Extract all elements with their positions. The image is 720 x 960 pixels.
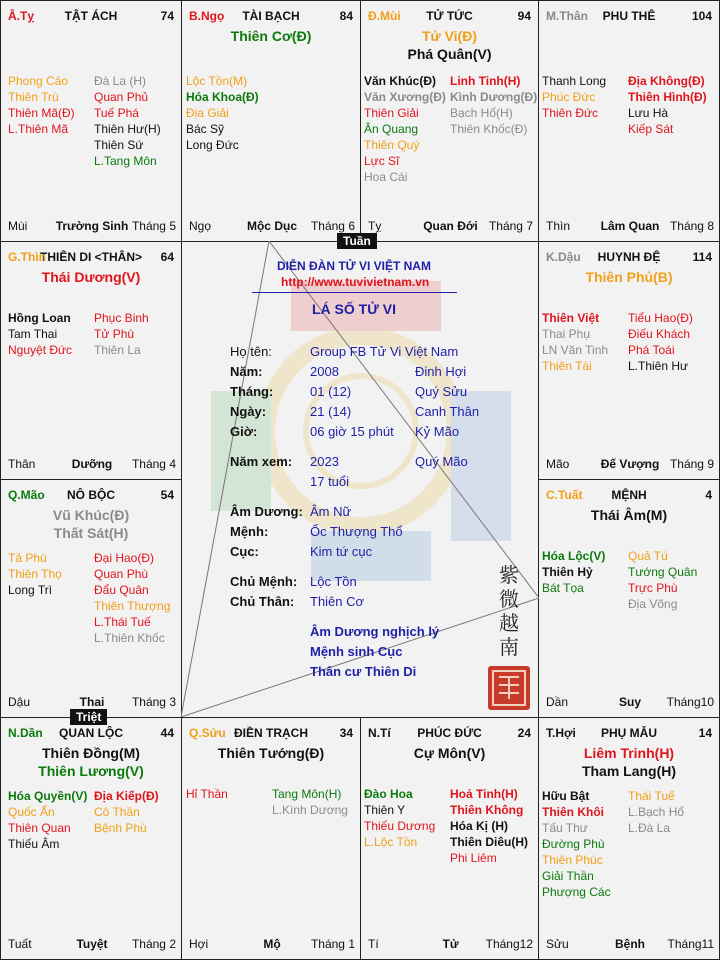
day-label: Ngày: xyxy=(230,404,267,419)
minor-star: Quả Tú xyxy=(628,549,668,563)
minor-stars-right xyxy=(628,788,684,836)
note-than-cu: Thân cư Thiên Di xyxy=(310,664,417,679)
palace-number: 64 xyxy=(160,250,174,264)
minor-star: Thiên Quan xyxy=(8,821,71,835)
minor-star: L.Thiên Hư xyxy=(628,359,689,373)
palace-name: PHU THÊ xyxy=(602,9,656,23)
minor-star: Thiên La xyxy=(94,343,141,357)
palace-footer xyxy=(189,937,355,953)
palace-footer xyxy=(546,695,714,711)
main-star: Vũ Khúc(Đ) xyxy=(52,507,130,523)
main-star: Thất Sát(H) xyxy=(53,525,129,541)
minor-stars-left xyxy=(542,788,611,900)
minor-stars-right xyxy=(450,786,528,866)
center-info-panel xyxy=(181,241,539,717)
palace-number: 94 xyxy=(517,9,531,23)
minor-stars-right xyxy=(94,550,170,646)
minor-stars-left xyxy=(8,73,75,137)
footer-phase: Đế Vượng xyxy=(600,457,660,471)
footer-month: Tháng 5 xyxy=(131,219,176,233)
minor-star: Long Trì xyxy=(8,583,53,597)
palace-name: TỬ TỨC xyxy=(426,9,473,23)
view-year-label: Năm xem: xyxy=(230,454,293,469)
minor-star: Văn Khúc(Đ) xyxy=(364,74,436,88)
main-star: Thái Âm(M) xyxy=(590,507,668,523)
cuc-label: Cục: xyxy=(230,544,259,559)
main-star: Thiên Đồng(M) xyxy=(42,745,140,761)
main-stars xyxy=(541,268,717,286)
minor-star: L.Thái Tuế xyxy=(94,615,151,629)
main-star: Thiên Cơ(Đ) xyxy=(230,28,312,44)
footer-branch: Thìn xyxy=(546,219,571,233)
palace-header xyxy=(189,9,353,25)
minor-star: Phong Cáo xyxy=(8,74,69,88)
minor-stars-left xyxy=(186,73,259,153)
am-duong-label: Âm Dương: xyxy=(230,504,303,519)
am-duong-value: Âm Nữ xyxy=(310,504,352,519)
palace-branch: Q.Sửu xyxy=(189,726,226,740)
minor-star: Thiên Thọ xyxy=(8,567,62,581)
year-can-chi: Đinh Hợi xyxy=(415,364,467,379)
minor-star: Phi Liêm xyxy=(450,851,497,865)
minor-star: L.Đà La xyxy=(628,821,671,835)
minor-star: Hóa Khoa(Đ) xyxy=(186,90,259,104)
minor-star: Đào Hoa xyxy=(364,787,413,801)
palace-branch: B.Ngọ xyxy=(189,9,225,23)
footer-month: Tháng 2 xyxy=(131,937,176,951)
minor-stars-right xyxy=(628,310,693,374)
minor-star: Phục Binh xyxy=(94,311,149,325)
palace-footer xyxy=(368,219,533,235)
minor-star: Thiên Giải xyxy=(364,106,419,120)
minor-stars-left xyxy=(542,310,608,374)
minor-star: Hoa Cái xyxy=(364,170,408,184)
minor-star: Linh Tinh(H) xyxy=(450,74,521,88)
minor-star: Thiên Phúc xyxy=(542,853,603,867)
minor-stars-right xyxy=(94,73,161,169)
footer-branch: Sửu xyxy=(546,937,569,951)
palace-number: 24 xyxy=(517,726,531,740)
hour-can-chi: Kỷ Mão xyxy=(415,424,460,439)
minor-star: Thiên Trù xyxy=(8,90,59,104)
minor-stars-left xyxy=(8,788,87,852)
footer-month: Tháng 1 xyxy=(310,937,355,951)
main-stars xyxy=(3,744,179,780)
footer-branch: Mão xyxy=(546,457,570,471)
palace-quan-loc xyxy=(0,717,182,960)
minor-star: Thiên Khôi xyxy=(542,805,604,819)
day-value: 21 (14) xyxy=(310,404,352,419)
main-star: Cự Môn(V) xyxy=(413,745,486,761)
footer-branch: Mùi xyxy=(8,219,28,233)
main-stars xyxy=(3,268,179,286)
minor-star: Thiếu Dương xyxy=(364,819,436,833)
minor-star: Địa Giải xyxy=(186,106,229,120)
footer-phase: Dưỡng xyxy=(71,457,113,471)
footer-branch: Dần xyxy=(546,695,569,709)
day-can-chi: Canh Thân xyxy=(415,404,480,419)
palace-phuc-duc xyxy=(360,717,539,960)
name-label: Họ tên: xyxy=(230,344,272,359)
cuc-value: Kim tứ cục xyxy=(310,544,373,559)
palace-footer xyxy=(8,219,176,235)
hour-value: 06 giờ 15 phút xyxy=(310,424,394,439)
minor-star: Địa Võng xyxy=(628,597,678,611)
minor-star: Thiên Không xyxy=(450,803,524,817)
minor-star: Kình Dương(Đ) xyxy=(450,90,538,104)
triet-marker: Triệt xyxy=(70,709,107,725)
minor-star: Phúc Đức xyxy=(542,90,596,104)
minor-star: Tuế Phá xyxy=(94,106,139,120)
minor-star: Quan Phủ xyxy=(94,90,149,104)
footer-branch: Tỵ xyxy=(368,219,382,233)
minor-stars-left xyxy=(542,73,606,121)
chu-than-value: Thiên Cơ xyxy=(310,594,365,609)
minor-star: L.Thiên Khốc xyxy=(94,631,165,645)
minor-star: Thiên Sứ xyxy=(94,138,144,152)
main-stars xyxy=(3,506,179,542)
minor-star: Thiên Mã(Đ) xyxy=(8,106,75,120)
palace-footer xyxy=(8,457,176,473)
minor-star: Văn Xương(Đ) xyxy=(364,90,446,104)
main-stars xyxy=(363,744,536,762)
minor-star: Ân Quang xyxy=(364,122,419,136)
minor-star: L.Thiên Mã xyxy=(8,122,69,136)
minor-star: Thiên Thượng xyxy=(94,599,171,613)
footer-phase: Trường Sinh xyxy=(55,219,129,233)
hour-label: Giờ: xyxy=(230,424,258,439)
palace-number: 114 xyxy=(692,250,712,264)
palace-footer xyxy=(546,937,714,953)
palace-header xyxy=(546,726,712,742)
palace-branch: G.Thìn xyxy=(8,250,46,264)
palace-name: PHÚC ĐỨC xyxy=(417,726,482,740)
note-am-duong: Âm Dương nghịch lý xyxy=(310,624,440,639)
minor-star: Phượng Các xyxy=(542,885,611,899)
minor-star: Phá Toái xyxy=(628,343,675,357)
minor-stars-right xyxy=(94,310,149,358)
forum-url[interactable]: http://www.tuvivietnam.vn xyxy=(281,275,430,289)
minor-stars-right xyxy=(272,786,348,818)
minor-stars-left xyxy=(186,786,228,802)
month-can-chi: Quý Sửu xyxy=(415,384,468,399)
calligraphy-text: 紫 微 越 南 xyxy=(499,563,519,659)
main-star: Thái Dương(V) xyxy=(41,269,141,285)
minor-star: Hóa Quyền(V) xyxy=(8,789,88,803)
year-value: 2008 xyxy=(310,364,339,379)
minor-stars-left xyxy=(364,73,446,185)
palace-number: 74 xyxy=(160,9,174,23)
main-star: Tử Vi(Đ) xyxy=(422,28,477,44)
minor-star: Quan Phù xyxy=(94,567,149,581)
palace-huynh-de xyxy=(538,241,720,480)
footer-branch: Hợi xyxy=(189,937,209,951)
footer-month: Tháng 7 xyxy=(488,219,533,233)
minor-star: Bệnh Phù xyxy=(94,821,147,835)
forum-name: DIỄN ĐÀN TỬ VI VIỆT NAM xyxy=(277,259,431,273)
minor-star: L.Lộc Tồn xyxy=(364,835,418,849)
palace-footer xyxy=(189,219,355,235)
palace-header xyxy=(8,9,174,25)
footer-month: Tháng 3 xyxy=(131,695,176,709)
minor-star: Thiên Đức xyxy=(542,106,599,120)
minor-star: Lộc Tồn(M) xyxy=(186,74,248,88)
chu-menh-label: Chủ Mệnh: xyxy=(230,574,298,589)
palace-tu-tuc xyxy=(360,0,539,242)
palace-tat-ach xyxy=(0,0,182,242)
minor-star: Trực Phù xyxy=(628,581,678,595)
footer-phase: Tử xyxy=(442,937,459,951)
minor-stars-left xyxy=(364,786,435,850)
palace-name: ĐIỀN TRẠCH xyxy=(234,726,308,740)
footer-phase: Tuyệt xyxy=(76,937,108,951)
palace-name: THIÊN DI <THÂN> xyxy=(39,250,142,264)
palace-header xyxy=(8,726,174,742)
main-star: Liêm Trinh(H) xyxy=(583,745,675,761)
minor-star: Bạch Hổ(H) xyxy=(450,106,513,120)
palace-tai-bach xyxy=(181,0,361,242)
minor-stars-right xyxy=(450,73,537,137)
month-label: Tháng: xyxy=(230,384,274,399)
footer-phase: Mộc Dục xyxy=(246,219,297,233)
minor-star: Thiên Việt xyxy=(542,311,600,325)
view-year-can-chi: Quý Mão xyxy=(415,454,468,469)
footer-month: Tháng 6 xyxy=(310,219,355,233)
main-star: Thiên Phủ(B) xyxy=(585,269,673,285)
main-star: Thiên Tướng(Đ) xyxy=(217,745,325,761)
minor-star: Thiên Quý xyxy=(364,138,420,152)
footer-phase: Thai xyxy=(79,695,105,709)
minor-star: Đại Hao(Đ) xyxy=(94,551,155,565)
footer-month: Tháng12 xyxy=(485,937,533,951)
footer-phase: Suy xyxy=(618,695,641,709)
minor-star: Thiếu Âm xyxy=(8,837,60,851)
palace-number: 104 xyxy=(691,9,712,23)
chu-menh-value: Lộc Tồn xyxy=(310,574,357,589)
footer-branch: Tí xyxy=(368,937,379,951)
palace-number: 14 xyxy=(698,726,712,740)
minor-star: Tam Thai xyxy=(8,327,58,341)
palace-footer xyxy=(546,457,714,473)
footer-phase: Mộ xyxy=(263,937,281,951)
palace-header xyxy=(8,250,174,266)
minor-star: Thiên Y xyxy=(364,803,406,817)
minor-star: Long Đức xyxy=(186,138,239,152)
minor-stars-left xyxy=(8,550,62,598)
month-value: 01 (12) xyxy=(310,384,352,399)
footer-branch: Dậu xyxy=(8,695,31,709)
minor-star: Tử Phù xyxy=(94,327,135,341)
palace-header xyxy=(546,9,712,25)
main-stars xyxy=(184,27,358,45)
main-star: Phá Quân(V) xyxy=(407,46,492,62)
palace-branch: M.Thân xyxy=(546,9,588,23)
minor-star: Thiên Tài xyxy=(542,359,592,373)
minor-star: Giải Thần xyxy=(542,869,594,883)
footer-branch: Tuất xyxy=(8,937,32,951)
title-divider xyxy=(252,292,457,293)
minor-star: Hoả Tinh(H) xyxy=(450,787,518,801)
minor-star: Thái Tuế xyxy=(628,789,675,803)
chu-than-label: Chủ Thân: xyxy=(230,594,295,609)
palace-number: 84 xyxy=(339,9,353,23)
minor-star: Thiên Hư(H) xyxy=(94,122,161,136)
minor-star: Hồng Loan xyxy=(8,311,71,325)
palace-no-boc xyxy=(0,479,182,718)
palace-thien-di xyxy=(0,241,182,480)
minor-stars-right xyxy=(94,788,159,836)
minor-star: Đà La (H) xyxy=(94,74,147,88)
minor-star: Quốc Ấn xyxy=(8,805,55,819)
tuan-marker: Tuần xyxy=(337,233,377,249)
palace-name: PHỤ MẪU xyxy=(601,726,657,740)
minor-star: LN Văn Tinh xyxy=(542,343,609,357)
palace-number: 4 xyxy=(705,488,712,502)
note-menh-cuc: Mệnh sinh Cục xyxy=(310,644,403,659)
name-value: Group FB Tử Vi Việt Nam xyxy=(310,344,459,359)
palace-name: TÀI BẠCH xyxy=(242,9,300,23)
palace-branch: Â.Tỵ xyxy=(8,9,35,23)
view-year-value: 2023 xyxy=(310,454,339,469)
palace-header xyxy=(189,726,353,742)
minor-star: Tiểu Hao(Đ) xyxy=(628,311,693,325)
palace-number: 44 xyxy=(160,726,174,740)
palace-name: MỆNH xyxy=(611,488,647,502)
minor-star: Đẩu Quân xyxy=(94,583,149,597)
minor-star: Địa Kiếp(Đ) xyxy=(94,789,159,803)
minor-star: Tướng Quân xyxy=(628,565,698,579)
palace-name: QUAN LỘC xyxy=(59,726,123,740)
palace-branch: N.Tí xyxy=(368,726,391,740)
main-star: Thiên Lương(V) xyxy=(38,763,144,779)
minor-star: Bác Sỹ xyxy=(186,122,225,136)
red-seal-stamp xyxy=(487,665,531,711)
minor-star: Thanh Long xyxy=(542,74,607,88)
footer-phase: Quan Đới xyxy=(423,219,478,233)
palace-header xyxy=(368,9,531,25)
footer-month: Tháng 8 xyxy=(669,219,714,233)
minor-star: Hữu Bật xyxy=(542,789,590,803)
palace-footer xyxy=(8,937,176,953)
palace-name: TẬT ÁCH xyxy=(64,9,118,23)
main-stars xyxy=(541,506,717,524)
minor-star: Thiên Diêu(H) xyxy=(450,835,528,849)
palace-header xyxy=(368,726,531,742)
palace-branch: Q.Mão xyxy=(8,488,45,502)
minor-star: L.Tang Môn xyxy=(94,154,157,168)
minor-star: Lực Sĩ xyxy=(364,154,400,168)
age-value: 17 tuổi xyxy=(310,474,350,489)
palace-branch: C.Tuất xyxy=(546,488,583,502)
footer-branch: Thân xyxy=(8,457,36,471)
minor-star: Đường Phù xyxy=(542,837,605,851)
palace-phu-the xyxy=(538,0,720,242)
year-label: Năm: xyxy=(230,364,263,379)
chart-title: LÁ SỐ TỬ VI xyxy=(312,301,396,317)
palace-number: 54 xyxy=(160,488,174,502)
main-star: Tham Lang(H) xyxy=(581,763,677,779)
footer-month: Tháng 4 xyxy=(131,457,176,471)
palace-header xyxy=(546,488,712,504)
minor-star: Thiên Khốc(Đ) xyxy=(450,122,528,136)
minor-star: L.Bạch Hổ xyxy=(628,805,685,819)
footer-phase: Bệnh xyxy=(615,937,645,951)
minor-star: Thiên Hình(Đ) xyxy=(628,90,707,104)
minor-star: Thiên Hỷ xyxy=(542,565,593,579)
minor-star: Cô Thần xyxy=(94,805,140,819)
main-stars xyxy=(541,744,717,780)
palace-menh xyxy=(538,479,720,718)
footer-phase: Lâm Quan xyxy=(600,219,660,233)
footer-branch: Ngọ xyxy=(189,219,212,233)
footer-month: Tháng 9 xyxy=(669,457,714,471)
palace-number: 34 xyxy=(339,726,353,740)
palace-dien-trach xyxy=(181,717,361,960)
palace-footer xyxy=(546,219,714,235)
minor-star: Thai Phụ xyxy=(542,327,591,341)
minor-star: Bát Tọa xyxy=(542,581,584,595)
minor-stars-left xyxy=(8,310,72,358)
minor-star: Tả Phù xyxy=(8,551,47,565)
minor-stars-right xyxy=(628,548,697,612)
minor-star: Địa Không(Đ) xyxy=(628,74,705,88)
palace-footer xyxy=(368,937,533,953)
palace-name: NÔ BỘC xyxy=(67,488,115,502)
minor-star: Điếu Khách xyxy=(628,327,691,341)
menh-label: Mệnh: xyxy=(230,524,269,539)
palace-phu-mau xyxy=(538,717,720,960)
palace-branch: K.Dậu xyxy=(546,250,581,264)
minor-star: Tang Môn(H) xyxy=(272,787,342,801)
palace-branch: Đ.Mùi xyxy=(368,9,401,23)
minor-star: Tấu Thư xyxy=(542,821,588,835)
footer-month: Tháng11 xyxy=(667,937,714,951)
menh-value: Ốc Thượng Thổ xyxy=(310,524,403,539)
minor-stars-left xyxy=(542,548,605,596)
minor-star: Hóa Kị (H) xyxy=(450,819,508,833)
main-stars xyxy=(363,27,536,63)
footer-month: Tháng10 xyxy=(666,695,714,709)
palace-branch: N.Dần xyxy=(8,726,43,740)
palace-header xyxy=(8,488,174,504)
minor-star: Lưu Hà xyxy=(628,106,669,120)
minor-star: Hóa Lộc(V) xyxy=(542,549,606,563)
palace-header xyxy=(546,250,712,266)
minor-star: Nguyệt Đức xyxy=(8,343,73,357)
minor-star: L.Kình Dương xyxy=(272,803,348,817)
main-stars xyxy=(184,744,358,762)
palace-name: HUYNH ĐỆ xyxy=(597,250,661,264)
minor-star: Kiếp Sát xyxy=(628,122,674,136)
minor-star: Hỉ Thần xyxy=(186,787,228,801)
palace-branch: T.Hợi xyxy=(546,726,576,740)
minor-stars-right xyxy=(628,73,707,137)
